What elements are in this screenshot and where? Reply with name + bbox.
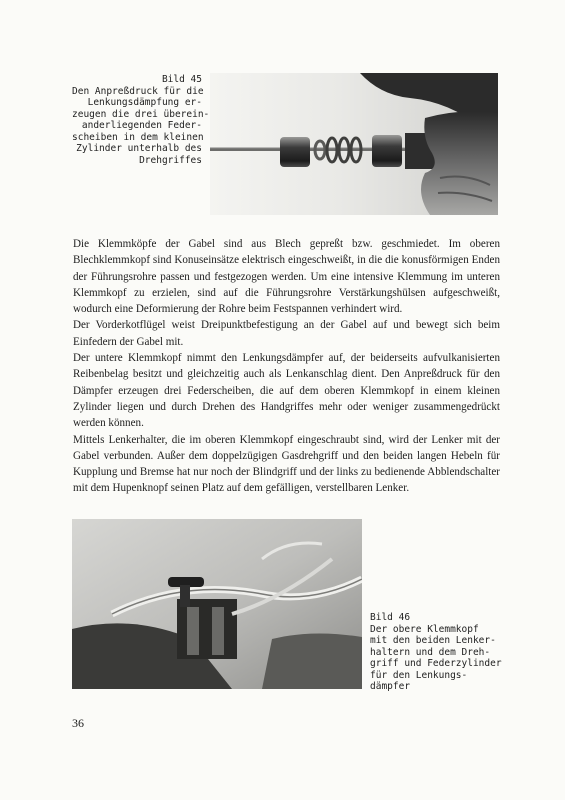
figure-45-caption — [72, 74, 210, 166]
caption-line: Zylinder unterhalb des — [76, 143, 202, 154]
figure-45-label: Bild 45 — [161, 74, 202, 85]
caption-line: für den Lenkungs- — [370, 669, 468, 681]
paragraph: Mittels Lenkerhalter, die im oberen Klemmkopf eingeschraubt sind, wird der Lenker mit der Gabel verbunden. Außer dem doppelzügigen Gasdrehgriff und den beiden langen Hebeln für Kupplung und Bremse hat nur noch der Blindgriff und der links zu bedienende Abblendschalter mit dem Hupenknopf seinen Platz auf dem gefälligen, verstellbaren Lenker. — [73, 433, 500, 495]
paragraph: Der untere Klemmkopf nimmt den Lenkungsdämpfer auf, der beiderseits aufvulkanisierten Reibenbelag besitzt und gleichzeitig auch als Lenkanschlag dient. Den Anpreßdruck für den Dämpfer erzeugen drei Federscheiben, die auf dem oberen Klemmkopf in einem kleinen Zylinder liegen und durch Drehen des Handgriffes mehr oder weniger zusammengedrückt werden können. — [73, 352, 500, 430]
figure-46-caption — [370, 612, 500, 693]
figure-45-photo — [210, 73, 498, 215]
caption-line: mit den beiden Lenker- — [370, 635, 496, 646]
paragraph: Der Vorderkotflügel weist Dreipunktbefestigung an der Gabel auf und bewegt sich beim Einfedern der Gabel mit. — [73, 319, 500, 348]
caption-line: zeugen die drei überein- — [72, 108, 210, 120]
caption-line: dämpfer — [370, 681, 411, 692]
caption-line: griff und Federzylinder — [370, 658, 502, 669]
paragraph: Die Klemmköpfe der Gabel sind aus Blech gepreßt bzw. geschmiedet. Im oberen Blechklemmkopf sind Konuseinsätze elektrisch eingeschweißt, in die die konusförmigen Enden der Führungsrohre passen und festgezogen werden. Um eine intensive Klemmung im unteren Klemmkopf zu erzielen, sind auf die Führungsrohre Verstärkungshülsen aufgeschweißt, wodurch eine Deformierung der Rohre beim Festspannen verhindert wird. — [73, 238, 500, 316]
caption-line: Den Anpreßdruck für die — [72, 85, 204, 97]
figure-46-label: Bild 46 — [370, 612, 411, 623]
body-text — [73, 236, 500, 497]
caption-line: Lenkungsdämpfung er- — [87, 97, 202, 108]
caption-line: Drehgriffes — [139, 154, 202, 166]
caption-line: haltern und dem Dreh- — [370, 646, 491, 658]
caption-line: anderliegenden Feder- — [81, 120, 202, 131]
figure-46-photo — [72, 519, 362, 689]
page-number: 36 — [72, 716, 84, 730]
caption-line: scheiben in dem kleinen — [72, 131, 204, 143]
caption-line: Der obere Klemmkopf — [370, 623, 479, 635]
